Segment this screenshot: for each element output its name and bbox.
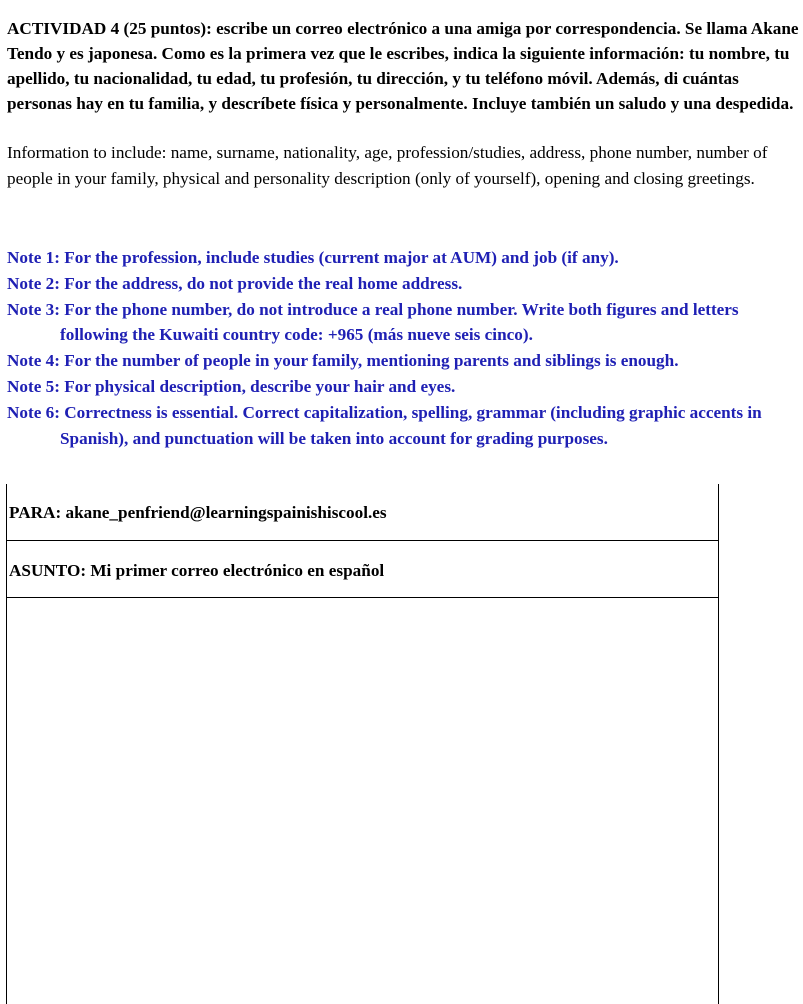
email-body-area[interactable]	[7, 598, 718, 998]
information-to-include: Information to include: name, surname, nationality, age, profession/studies, address, phone number, number of people in your family, physical and personality description (only of yourself), opening and closing greetings.	[7, 143, 768, 188]
note-6: Note 6: Correctness is essential. Correct capitalization, spelling, grammar (including graphic accents in Spanish), and punctuation will be taken into account for grading purposes.	[7, 402, 762, 448]
note-2: Note 2: For the address, do not provide the real home address.	[7, 273, 463, 293]
note-1: Note 1: For the profession, include studies (current major at AUM) and job (if any).	[7, 248, 619, 267]
note-5: Note 5: For physical description, describe your hair and eyes.	[7, 376, 456, 396]
note-4: Note 4: For the number of people in your family, mentioning parents and siblings is enough.	[7, 351, 679, 371]
email-to-field[interactable]: PARA: akane_penfriend@learningspainishiscool.es	[9, 503, 387, 522]
divider	[7, 540, 718, 541]
activity-instructions: ACTIVIDAD 4 (25 puntos): escribe un correo electrónico a una amiga por correspondencia. Se llama Akane Tendo y es japonesa. Como es la primera vez que le escribes, indica la siguiente información: tu nombre, tu apellido, tu nacionalidad, tu edad, tu profesión, tu dirección, y tu teléfono móvil. Además, di cuántas personas hay en tu familia, y descríbete física y personalmente. Incluye también un saludo y una despedida.	[7, 19, 799, 113]
email-form-table	[6, 484, 719, 1004]
notes-list	[7, 245, 799, 451]
email-subject-field[interactable]: ASUNTO: Mi primer correo electrónico en español	[9, 561, 385, 580]
note-3: Note 3: For the phone number, do not introduce a real phone number. Write both figures and letters following the Kuwaiti country code: +965 (más nueve seis cinco).	[7, 299, 739, 345]
